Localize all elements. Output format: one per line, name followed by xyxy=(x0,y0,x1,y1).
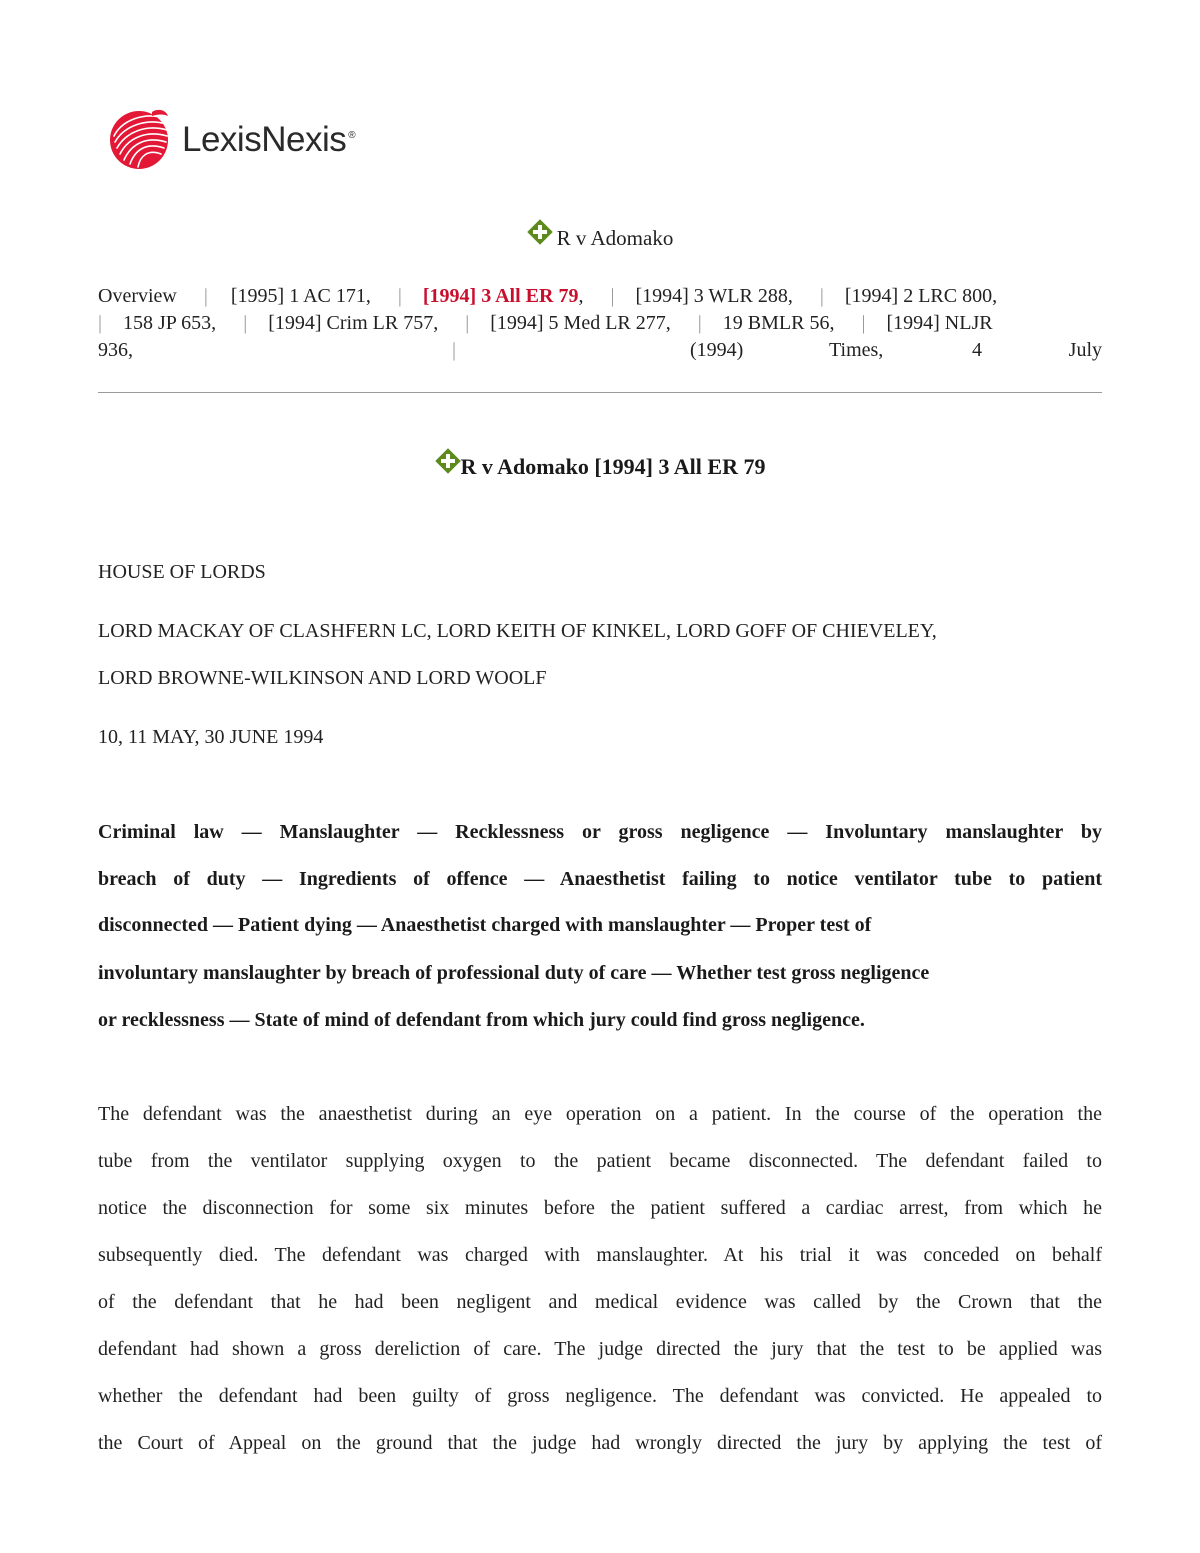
citation-times-day[interactable]: 4 xyxy=(972,339,982,361)
judges-line-2: LORD BROWNE-WILKINSON AND LORD WOOLF xyxy=(98,667,547,689)
body-line: The defendant was the anaesthetist during an eye operation on a patient. In the course of the operation the xyxy=(98,1103,1102,1125)
citation-bmlr[interactable]: 19 BMLR 56, xyxy=(722,312,835,334)
lexisnexis-emblem-icon xyxy=(108,106,170,170)
catchwords-line: involuntary manslaughter by breach of professional duty of care — Whether test gross negligence xyxy=(98,962,930,984)
expand-plus-icon[interactable] xyxy=(435,448,461,474)
body-line: notice the disconnection for some six minutes before the patient suffered a cardiac arrest, from which he xyxy=(98,1197,1102,1219)
citation-jp[interactable]: 158 JP 653, xyxy=(123,312,217,334)
body-line: whether the defendant had been guilty of gross negligence. The defendant was convicted. He appealed to xyxy=(98,1385,1102,1407)
body-line: tube from the ventilator supplying oxygen to the patient became disconnected. The defendant failed to xyxy=(98,1150,1102,1172)
court-name: HOUSE OF LORDS xyxy=(98,561,266,583)
catchwords-line: or recklessness — State of mind of defendant from which jury could find gross negligence. xyxy=(98,1009,865,1031)
body-line: the Court of Appeal on the ground that the judge had wrongly directed the jury by applying the test of xyxy=(98,1432,1102,1454)
lexisnexis-logo xyxy=(108,106,355,170)
citation-times-month[interactable]: July xyxy=(1068,339,1102,361)
citation-all-er-current[interactable]: [1994] 3 All ER 79 xyxy=(422,285,579,307)
citation-crim-lr[interactable]: [1994] Crim LR 757, xyxy=(268,312,439,334)
overview-link[interactable]: Overview xyxy=(98,285,177,307)
citation-med-lr[interactable]: [1994] 5 Med LR 277, xyxy=(490,312,671,334)
citation-ac[interactable]: [1995] 1 AC 171, xyxy=(230,285,371,307)
citation-times[interactable]: Times, xyxy=(829,339,884,361)
citation-lrc[interactable]: [1994] 2 LRC 800, xyxy=(844,285,998,307)
judges-line-1: LORD MACKAY OF CLASHFERN LC, LORD KEITH OF KINKEL, LORD GOFF OF CHIEVELEY, xyxy=(98,620,937,642)
case-title: R v Adomako [1994] 3 All ER 79 xyxy=(0,454,1200,482)
catchwords-line: disconnected — Patient dying — Anaesthetist charged with manslaughter — Proper test of xyxy=(98,914,872,936)
body-line: of the defendant that he had been negligent and medical evidence was called by the Crown that the xyxy=(98,1291,1102,1313)
hearing-dates: 10, 11 MAY, 30 JUNE 1994 xyxy=(98,726,324,748)
citation-times-year[interactable]: (1994) xyxy=(690,339,744,361)
citations-line-2: | 158 JP 653, | [1994] Crim LR 757, | [1994] 5 Med LR 277, | 19 BMLR 56, | [1994] NLJR xyxy=(98,312,993,334)
body-line: subsequently died. The defendant was charged with manslaughter. At his trial it was conceded on behalf xyxy=(98,1244,1102,1266)
citation-wlr[interactable]: [1994] 3 WLR 288, xyxy=(635,285,793,307)
expand-plus-icon[interactable] xyxy=(527,219,553,245)
divider xyxy=(98,392,1102,393)
citations-line-1: Overview | [1995] 1 AC 171, | [1994] 3 All ER 79, | [1994] 3 WLR 288, | [1994] 2 LRC 800, xyxy=(98,285,998,307)
document-header-title: R v Adomako xyxy=(0,226,1200,253)
catchwords-line: Criminal law — Manslaughter — Recklessness or gross negligence — Involuntary manslaughter by xyxy=(98,821,1102,843)
catchwords-line: breach of duty — Ingredients of offence — Anaesthetist failing to notice ventilator tube to patient xyxy=(98,868,1102,890)
logo-wordmark: LexisNexis ® xyxy=(182,120,356,159)
citation-nljr-cont[interactable]: 936, xyxy=(98,339,133,361)
citation-nljr[interactable]: [1994] NLJR xyxy=(886,312,993,334)
citations-line-3: 936, | (1994) Times, 4 July xyxy=(98,336,1102,364)
body-line: defendant had shown a gross dereliction of care. The judge directed the jury that the test to be applied was xyxy=(98,1338,1102,1360)
